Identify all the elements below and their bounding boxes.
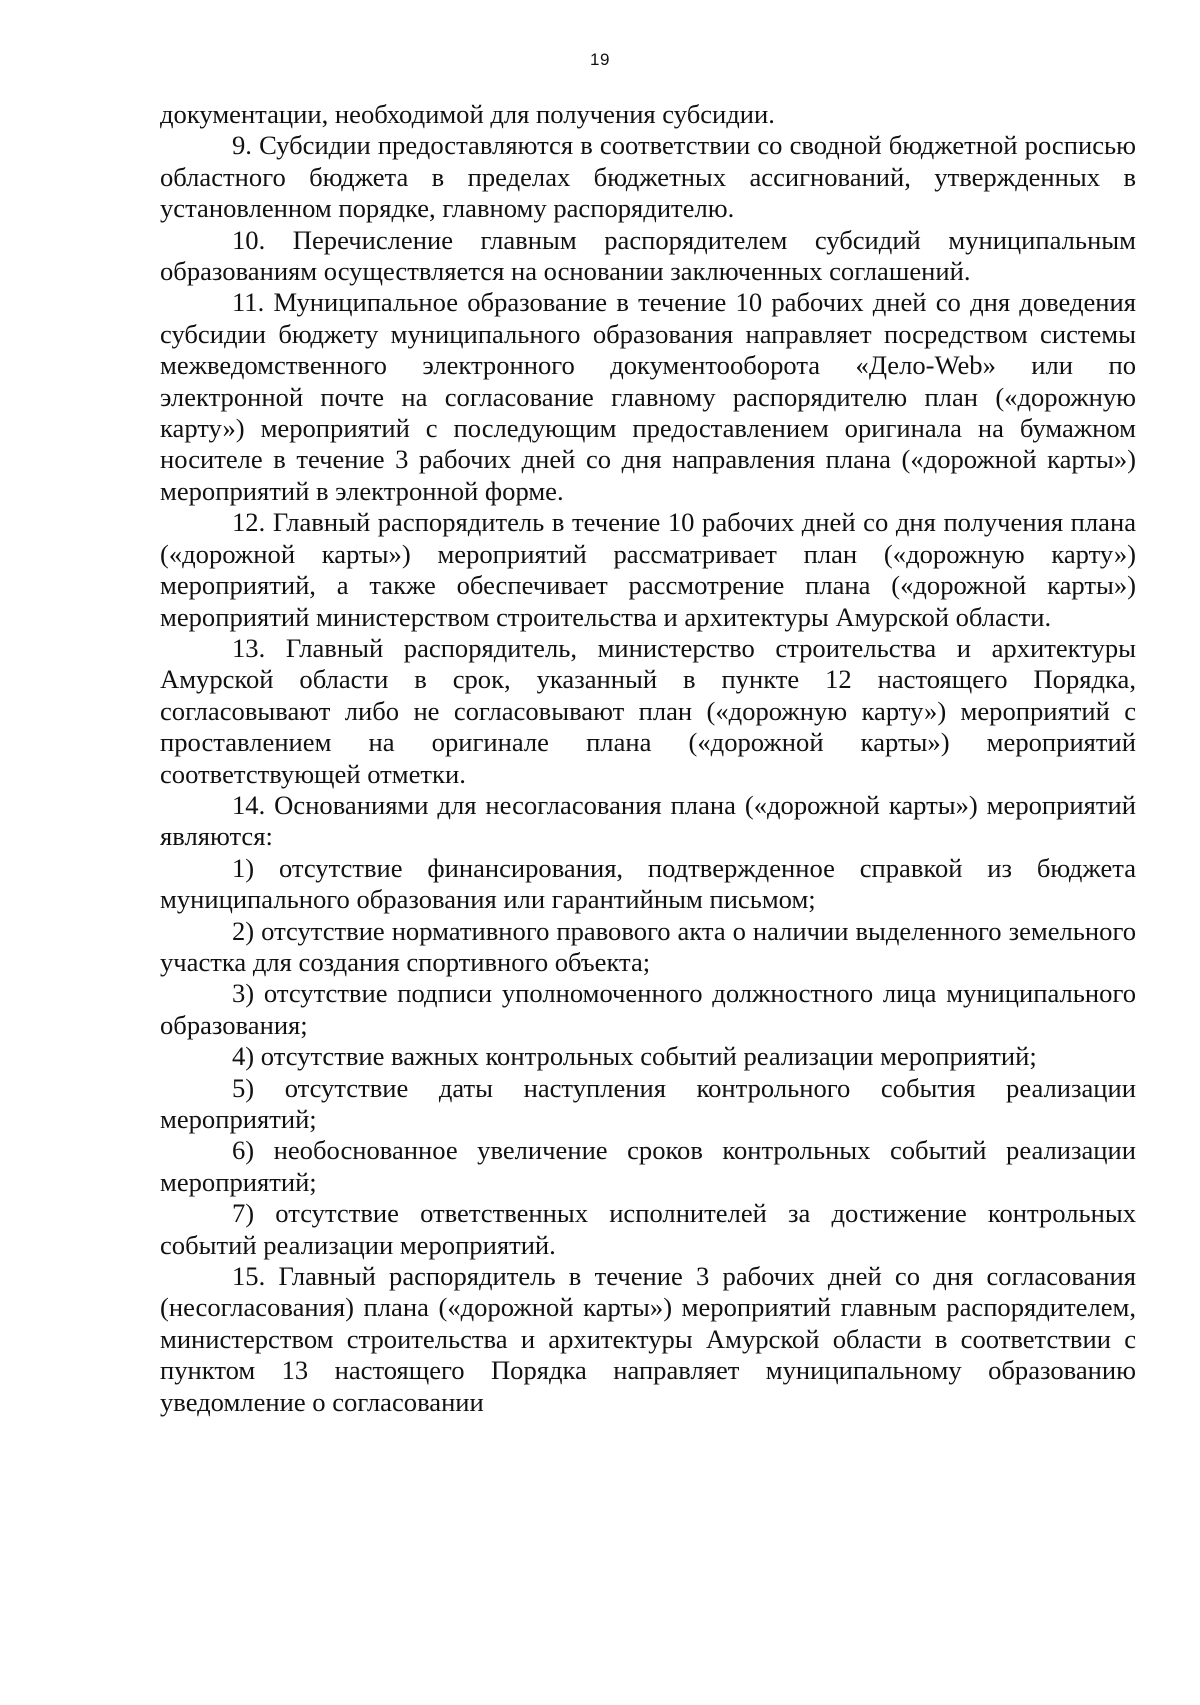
paragraph-13: 13. Главный распорядитель, министерство строительства и архитектуры Амурской области в срок, указанный в пункте 12 настоящего Порядка, согласовывают либо не согласовывают план («дорожную карту») мероприятий с проставлением на оригинале плана («дорожной карты») мероприятий соответствующей отметки. [160,632,1136,789]
document-body [160,99,1136,1418]
list-item-2: 2) отсутствие нормативного правового акта о наличии выделенного земельного участка для создания спортивного объекта; [160,915,1136,977]
paragraph-continuation: документации, необходимой для получения субсидии. [160,99,775,129]
paragraph-11: 11. Муниципальное образование в течение 10 рабочих дней со дня доведения субсидии бюджету муниципального образования направляет посредством системы межведомственного электронного документооборота «Дело-Web» или по электронной почте на согласование главному распорядителю план («дорожную карту») мероприятий с последующим предоставлением оригинала на бумажном носителе в течение 3 рабочих дней со дня направления плана («дорожной карты») мероприятий в электронной форме. [160,287,1136,506]
list-item-4: 4) отсутствие важных контрольных событий реализации мероприятий; [232,1041,1037,1072]
paragraph-14: 14. Основаниями для несогласования плана («дорожной карты») мероприятий являются: [160,789,1136,852]
list-item-3: 3) отсутствие подписи уполномоченного должностного лица муниципального образования; [160,978,1136,1040]
list-item-6: 6) необоснованное увеличение сроков контрольных событий реализации мероприятий; [160,1135,1136,1197]
list-item-5: 5) отсутствие даты наступления контрольного события реализации мероприятий; [160,1072,1136,1134]
paragraph-9: 9. Субсидии предоставляются в соответствии со сводной бюджетной росписью областного бюджета в пределах бюджетных ассигнований, утвержденных в установленном порядке, главному распорядителю. [160,130,1136,224]
paragraph-15: 15. Главный распорядитель в течение 3 рабочих дней со дня согласования (несогласования) плана («дорожной карты») мероприятий главным распорядителем, министерством строительства и архитектуры Амурской области в соответствии с пунктом 13 настоящего Порядка направляет муниципальному образованию уведомление о согласовании [160,1261,1136,1417]
paragraph-12: 12. Главный распорядитель в течение 10 рабочих дней со дня получения плана («дорожной карты») мероприятий рассматривает план («дорожную карту») мероприятий, а также обеспечивает рассмотрение плана («дорожной карты») мероприятий министерством строительства и архитектуры Амурской области. [160,507,1136,632]
paragraph-10: 10. Перечисление главным распорядителем субсидий муниципальным образованиям осуществляется на основании заключенных соглашений. [160,224,1136,287]
list-item-7: 7) отсутствие ответственных исполнителей за достижение контрольных событий реализации мероприятий. [160,1198,1136,1260]
list-item-1: 1) отсутствие финансирования, подтвержденное справкой из бюджета муниципального образования или гарантийным письмом; [160,852,1136,915]
page-number: 19 [590,50,610,69]
